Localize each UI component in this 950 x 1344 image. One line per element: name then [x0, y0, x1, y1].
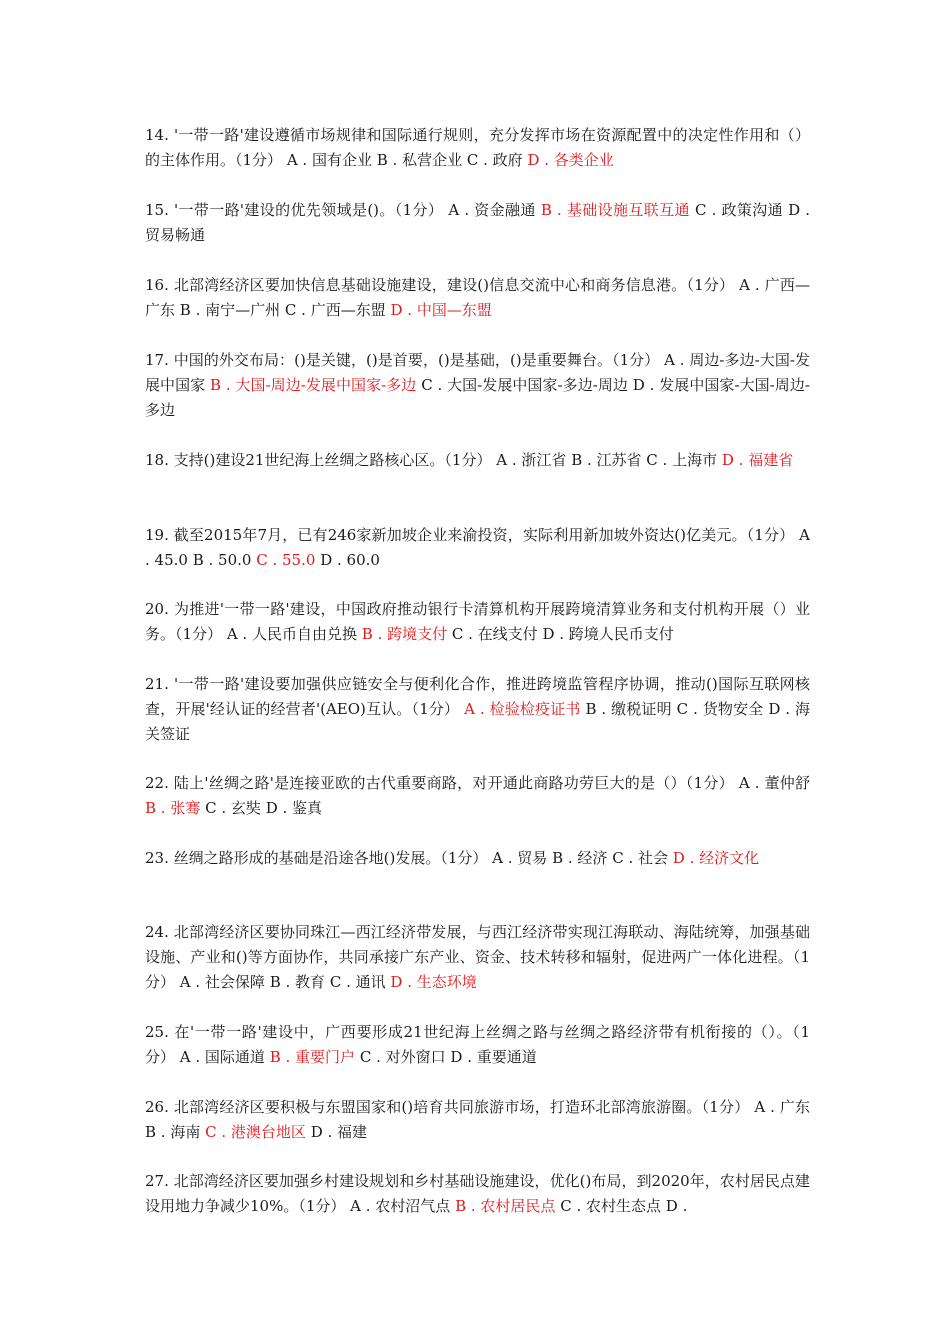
option-d-answer: D . 经济文化 — [672, 849, 760, 867]
option-a: A . 农村沼气点 — [350, 1197, 451, 1215]
question-number: 17. — [145, 351, 169, 369]
question-24 — [145, 920, 810, 995]
question-stem: 北部湾经济区要协同珠江—西江经济带发展，与西江经济带实现江海联动、海陆统筹，加强基础设施、产业和()等方面协作，共同承接广东产业、资金、技术转移和辐射，促进两广一体化进程。（1分） — [145, 923, 810, 991]
option-d-answer: D . 福建省 — [721, 451, 794, 469]
question-20 — [145, 597, 810, 647]
question-number: 14. — [145, 126, 169, 144]
question-19 — [145, 523, 810, 573]
option-d: D . 福建 — [310, 1123, 368, 1141]
option-d-answer: D . 各类企业 — [527, 151, 614, 169]
option-d-answer: D . 生态环境 — [390, 973, 477, 991]
option-c: C . 在线支付 — [451, 625, 538, 643]
option-b-answer: B . 重要门户 — [269, 1048, 356, 1066]
option-d: D . 海关签证 — [145, 700, 810, 743]
option-c: C . 通讯 — [329, 973, 386, 991]
option-c-answer: C . 港澳台地区 — [205, 1123, 306, 1141]
option-d: D . 鉴真 — [265, 799, 323, 817]
option-a: A . 资金融通 — [448, 201, 536, 219]
option-a: A . 广东 — [754, 1098, 810, 1116]
question-stem: 支持()建设21世纪海上丝绸之路核心区。（1分） — [173, 451, 492, 469]
question-number: 24. — [145, 923, 169, 941]
question-number: 19. — [145, 526, 169, 544]
option-c: C . 大国-发展中国家-多边-周边 — [421, 376, 628, 394]
option-d: D . 60.0 — [320, 551, 380, 569]
option-d: D . 贸易畅通 — [145, 201, 811, 244]
option-a-answer: A . 检验检疫证书 — [464, 700, 581, 718]
question-23 — [145, 846, 810, 871]
question-stem: '一带一路'建设要加强供应链安全与便利化合作，推进跨境监管程序协调，推动()国际互联网核查，开展'经认证的经营者'(AEO)互认。（1分） — [145, 675, 810, 718]
option-c: C . 对外窗口 — [359, 1048, 446, 1066]
option-c: C . 玄奘 — [205, 799, 261, 817]
question-stem: 北部湾经济区要积极与东盟国家和()培育共同旅游市场，打造环北部湾旅游圈。（1分） — [173, 1098, 750, 1116]
option-d: D . — [665, 1197, 688, 1215]
question-number: 18. — [145, 451, 169, 469]
question-number: 27. — [145, 1172, 169, 1190]
option-b-answer: B . 张骞 — [145, 799, 201, 817]
option-d-answer: D . 中国—东盟 — [390, 301, 492, 319]
option-b: B . 私营企业 — [376, 151, 463, 169]
option-a: A . 贸易 — [492, 849, 548, 867]
question-number: 23. — [145, 849, 169, 867]
question-stem: '一带一路'建设遵循市场规律和国际通行规则，充分发挥市场在资源配置中的决定性作用和（）的主体作用。（1分） — [145, 126, 810, 169]
option-c-answer: C . 55.0 — [256, 551, 316, 569]
option-a: A . 广西—广东 — [145, 276, 810, 319]
question-number: 21. — [145, 675, 169, 693]
option-b: B . 南宁—广州 — [179, 301, 281, 319]
question-number: 20. — [145, 600, 169, 618]
option-c: C . 政策沟通 — [694, 201, 783, 219]
option-c: C . 农村生态点 — [560, 1197, 661, 1215]
option-a: A . 周边-多边-大国-发展中国家 — [145, 351, 810, 394]
option-a: A . 国有企业 — [286, 151, 372, 169]
option-b: B . 教育 — [269, 973, 326, 991]
option-d: D . 重要通道 — [450, 1048, 537, 1066]
option-a: A . 社会保障 — [179, 973, 265, 991]
option-b: B . 50.0 — [192, 551, 252, 569]
question-stem: 截至2015年7月，已有246家新加坡企业来渝投资，实际利用新加坡外资达()亿美元。（1分） — [173, 526, 795, 544]
option-b-answer: B . 大国-周边-发展中国家-多边 — [210, 376, 417, 394]
question-17 — [145, 348, 810, 423]
option-c: C . 社会 — [612, 849, 668, 867]
option-b-answer: B . 基础设施互联互通 — [540, 201, 690, 219]
option-d: D . 发展中国家-大国-周边-多边 — [145, 376, 810, 419]
option-b-answer: B . 农村居民点 — [455, 1197, 556, 1215]
question-number: 16. — [145, 276, 169, 294]
option-b: B . 缴税证明 — [585, 700, 672, 718]
question-26 — [145, 1095, 810, 1145]
option-a: A . 人民币自由兑换 — [226, 625, 357, 643]
option-c: C . 政府 — [466, 151, 523, 169]
option-d: D . 跨境人民币支付 — [542, 625, 674, 643]
question-25 — [145, 1020, 810, 1070]
option-c: C . 广西—东盟 — [284, 301, 386, 319]
question-21 — [145, 672, 810, 747]
question-number: 15. — [145, 201, 169, 219]
option-a: A . 董仲舒 — [738, 774, 810, 792]
option-b: B . 江苏省 — [571, 451, 642, 469]
question-stem: 为推进'一带一路'建设，中国政府推动银行卡清算机构开展跨境清算业务和支付机构开展（）业务。（1分） — [145, 600, 810, 643]
option-b: B . 经济 — [552, 849, 608, 867]
question-stem: 丝绸之路形成的基础是沿途各地()发展。（1分） — [173, 849, 488, 867]
question-stem: 北部湾经济区要加强乡村建设规划和乡村基础设施建设，优化()布局，到2020年，农村居民点建设用地力争减少10%。（1分） — [145, 1172, 810, 1215]
question-stem: 在'一带一路'建设中，广西要形成21世纪海上丝绸之路与丝绸之路经济带有机衔接的（）。（1分） — [145, 1023, 810, 1066]
question-27 — [145, 1169, 810, 1219]
question-18 — [145, 448, 810, 473]
question-22 — [145, 771, 810, 821]
option-b-answer: B . 跨境支付 — [361, 625, 448, 643]
question-number: 26. — [145, 1098, 169, 1116]
question-number: 25. — [145, 1023, 169, 1041]
option-c: C . 上海市 — [646, 451, 718, 469]
option-b: B . 海南 — [145, 1123, 201, 1141]
option-a: A . 45.0 — [145, 526, 810, 569]
option-a: A . 浙江省 — [496, 451, 567, 469]
question-stem: 中国的外交布局：()是关键，()是首要，()是基础，()是重要舞台。（1分） — [173, 351, 660, 369]
question-stem: 北部湾经济区要加快信息基础设施建设，建设()信息交流中心和商务信息港。（1分） — [173, 276, 735, 294]
option-c: C . 货物安全 — [676, 700, 764, 718]
question-stem: '一带一路'建设的优先领域是()。（1分） — [174, 201, 444, 219]
option-a: A . 国际通道 — [179, 1048, 265, 1066]
question-15 — [145, 198, 810, 248]
question-stem: 陆上'丝绸之路'是连接亚欧的古代重要商路，对开通此商路功劳巨大的是（）（1分） — [173, 774, 734, 792]
question-16 — [145, 273, 810, 323]
question-14 — [145, 123, 810, 173]
question-number: 22. — [145, 774, 169, 792]
